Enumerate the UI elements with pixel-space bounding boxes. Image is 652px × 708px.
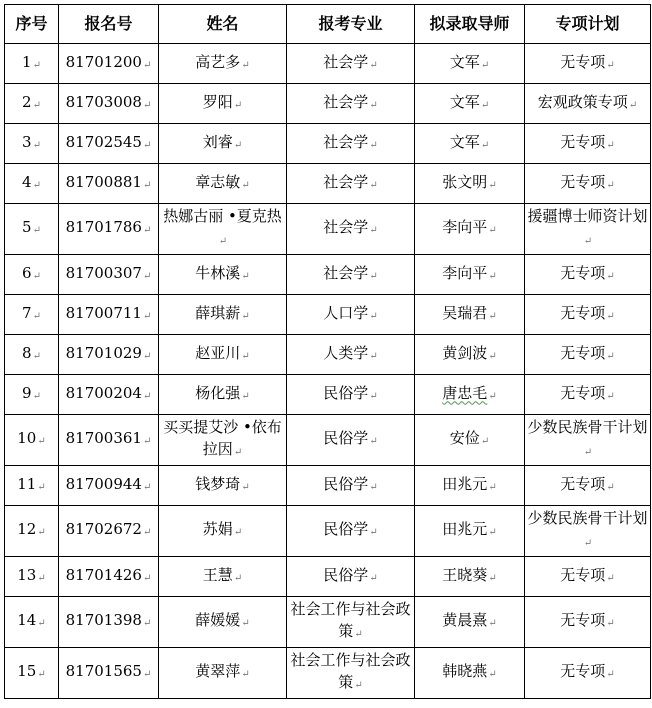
cell-seq-text: 9	[22, 383, 32, 402]
paragraph-mark-icon: ↵	[37, 669, 46, 680]
cell-reg-no	[59, 295, 159, 335]
cell-seq	[5, 44, 59, 84]
cell-reg-no-text: 81703008	[65, 92, 142, 111]
paragraph-mark-icon: ↵	[233, 99, 243, 111]
cell-name-text: 章志敏	[195, 172, 241, 191]
paragraph-mark-icon: ↵	[369, 139, 378, 151]
cell-name	[159, 415, 287, 466]
cell-name	[159, 124, 287, 164]
paragraph-mark-icon: ↵	[241, 669, 250, 680]
cell-plan	[525, 204, 651, 255]
paragraph-mark-icon: ↵	[369, 436, 378, 447]
cell-seq-text: 6	[22, 263, 32, 282]
cell-major-text: 社会学	[323, 52, 369, 71]
paragraph-mark-icon: ↵	[606, 481, 615, 493]
cell-plan-text: 无专项	[560, 662, 606, 680]
paragraph-mark-icon: ↵	[142, 481, 152, 493]
cell-major-text: 民俗学	[323, 474, 369, 493]
paragraph-mark-icon: ↵	[37, 527, 46, 538]
paragraph-mark-icon: ↵	[32, 310, 41, 322]
cell-advisor	[415, 375, 525, 415]
paragraph-mark-icon: ↵	[241, 390, 250, 402]
cell-plan-text: 无专项	[560, 611, 606, 629]
cell-reg-no-text: 81700307	[65, 263, 142, 282]
paragraph-mark-icon: ↵	[480, 99, 490, 111]
cell-major-text: 社会工作与社会政策	[290, 600, 411, 640]
cell-advisor	[415, 466, 525, 506]
cell-seq	[5, 648, 59, 699]
paragraph-mark-icon: ↵	[241, 618, 250, 629]
paragraph-mark-icon: ↵	[369, 350, 378, 362]
cell-major-text: 人类学	[323, 343, 369, 362]
paragraph-mark-icon: ↵	[606, 669, 615, 680]
paragraph-mark-icon: ↵	[241, 310, 250, 322]
paragraph-mark-icon: ↵	[369, 572, 378, 584]
paragraph-mark-icon: ↵	[606, 618, 615, 629]
cell-major-text: 社会学	[323, 132, 369, 151]
cell-name	[159, 648, 287, 699]
cell-major-text: 社会学	[323, 218, 369, 236]
paragraph-mark-icon: ↵	[488, 310, 497, 322]
cell-seq-text: 8	[22, 343, 32, 362]
cell-reg-no	[59, 164, 159, 204]
cell-name-text: 苏娟	[202, 520, 233, 538]
cell-seq-text: 5	[22, 218, 32, 236]
cell-name-text: 黄翠萍	[195, 662, 241, 680]
cell-name-text: 杨化强	[195, 383, 241, 402]
cell-advisor	[415, 415, 525, 466]
cell-seq	[5, 204, 59, 255]
paragraph-mark-icon: ↵	[354, 680, 363, 691]
cell-plan-text: 无专项	[560, 303, 606, 322]
cell-major-text: 社会学	[323, 263, 369, 282]
cell-plan	[525, 255, 651, 295]
paragraph-mark-icon: ↵	[354, 629, 363, 640]
cell-reg-no-text: 81700711	[65, 303, 142, 322]
cell-seq	[5, 506, 59, 557]
cell-name	[159, 466, 287, 506]
table-row	[5, 295, 651, 335]
cell-advisor	[415, 506, 525, 557]
cell-seq-text: 13	[17, 565, 37, 584]
paragraph-mark-icon: ↵	[369, 99, 378, 111]
cell-seq	[5, 597, 59, 648]
cell-reg-no	[59, 84, 159, 124]
cell-reg-no	[59, 557, 159, 597]
cell-seq	[5, 255, 59, 295]
table-row	[5, 124, 651, 164]
paragraph-mark-icon: ↵	[37, 618, 46, 629]
paragraph-mark-icon: ↵	[142, 270, 152, 282]
cell-plan-text: 少数民族骨干计划	[527, 509, 648, 527]
cell-reg-no-text: 81701786	[65, 218, 142, 236]
cell-seq-text: 15	[17, 662, 37, 680]
cell-major	[287, 124, 415, 164]
paragraph-mark-icon: ↵	[218, 236, 228, 247]
cell-plan	[525, 164, 651, 204]
cell-seq-text: 10	[17, 429, 37, 447]
paragraph-mark-icon: ↵	[32, 179, 41, 191]
paragraph-mark-icon: ↵	[480, 59, 490, 71]
cell-major	[287, 506, 415, 557]
cell-seq	[5, 335, 59, 375]
cell-reg-no-text: 81700944	[65, 474, 142, 493]
paragraph-mark-icon: ↵	[241, 270, 250, 282]
table-row	[5, 335, 651, 375]
cell-plan	[525, 597, 651, 648]
paragraph-mark-icon: ↵	[142, 139, 152, 151]
cell-reg-no	[59, 335, 159, 375]
paragraph-mark-icon: ↵	[241, 481, 250, 493]
cell-plan	[525, 648, 651, 699]
paragraph-mark-icon: ↵	[241, 179, 250, 191]
paragraph-mark-icon: ↵	[32, 99, 41, 111]
cell-advisor	[415, 124, 525, 164]
cell-reg-no-text: 81702672	[65, 520, 142, 538]
cell-plan-text: 无专项	[560, 343, 606, 362]
paragraph-mark-icon: ↵	[32, 59, 41, 71]
paragraph-mark-icon: ↵	[142, 390, 152, 402]
cell-name	[159, 335, 287, 375]
paragraph-mark-icon: ↵	[488, 527, 497, 538]
cell-plan	[525, 335, 651, 375]
cell-plan-text: 无专项	[560, 172, 606, 191]
paragraph-mark-icon: ↵	[32, 270, 41, 282]
cell-name	[159, 375, 287, 415]
cell-seq-text: 11	[17, 474, 37, 493]
cell-reg-no-text: 81701029	[65, 343, 142, 362]
cell-advisor-text: 文军	[449, 92, 480, 111]
cell-advisor	[415, 597, 525, 648]
cell-reg-no	[59, 415, 159, 466]
paragraph-mark-icon: ↵	[606, 179, 615, 191]
paragraph-mark-icon: ↵	[142, 99, 152, 111]
paragraph-mark-icon: ↵	[606, 139, 615, 151]
cell-seq-text: 7	[22, 303, 32, 322]
cell-name	[159, 164, 287, 204]
paragraph-mark-icon: ↵	[583, 236, 593, 247]
paragraph-mark-icon: ↵	[606, 270, 615, 282]
paragraph-mark-icon: ↵	[233, 139, 243, 151]
paragraph-mark-icon: ↵	[241, 59, 250, 71]
table-row	[5, 255, 651, 295]
cell-name-text: 钱梦琦	[195, 474, 241, 493]
cell-major	[287, 375, 415, 415]
cell-plan	[525, 84, 651, 124]
paragraph-mark-icon: ↵	[583, 538, 593, 549]
cell-reg-no	[59, 466, 159, 506]
cell-plan-text: 无专项	[560, 132, 606, 151]
cell-plan	[525, 466, 651, 506]
cell-name	[159, 506, 287, 557]
paragraph-mark-icon: ↵	[488, 481, 497, 493]
paragraph-mark-icon: ↵	[606, 390, 615, 402]
cell-plan-text: 无专项	[560, 383, 606, 402]
cell-reg-no-text: 81701565	[65, 662, 142, 680]
cell-reg-no	[59, 44, 159, 84]
cell-name-text: 王慧	[202, 565, 233, 584]
cell-name-text: 薛琪薪	[195, 303, 241, 322]
cell-name-text: 薛媛媛	[195, 611, 241, 629]
paragraph-mark-icon: ↵	[37, 436, 46, 447]
cell-name	[159, 295, 287, 335]
cell-reg-no-text: 81701398	[65, 611, 142, 629]
cell-major	[287, 648, 415, 699]
cell-plan-text: 无专项	[560, 263, 606, 282]
cell-plan	[525, 415, 651, 466]
cell-name-text: 高艺多	[195, 52, 241, 71]
cell-plan	[525, 295, 651, 335]
cell-advisor	[415, 164, 525, 204]
cell-seq	[5, 124, 59, 164]
cell-plan-text: 少数民族骨干计划	[527, 418, 648, 436]
cell-reg-no-text: 81700881	[65, 172, 142, 191]
cell-plan-text: 无专项	[560, 474, 606, 493]
paragraph-mark-icon: ↵	[628, 99, 638, 111]
paragraph-mark-icon: ↵	[369, 481, 378, 493]
table-row	[5, 648, 651, 699]
paragraph-mark-icon: ↵	[369, 179, 378, 191]
cell-advisor-text: 文军	[449, 52, 480, 71]
cell-reg-no	[59, 204, 159, 255]
paragraph-mark-icon: ↵	[583, 447, 593, 458]
paragraph-mark-icon: ↵	[142, 572, 152, 584]
paragraph-mark-icon: ↵	[142, 436, 152, 447]
cell-major-text: 民俗学	[323, 565, 369, 584]
cell-advisor-text: 黄剑波	[442, 343, 488, 362]
cell-advisor	[415, 295, 525, 335]
cell-major	[287, 204, 415, 255]
cell-seq-text: 12	[17, 520, 37, 538]
cell-seq	[5, 466, 59, 506]
cell-reg-no	[59, 597, 159, 648]
cell-advisor-text: 李向平	[442, 263, 488, 282]
cell-major-text: 民俗学	[323, 383, 369, 402]
cell-major	[287, 164, 415, 204]
cell-major-text: 民俗学	[323, 520, 369, 538]
cell-name	[159, 204, 287, 255]
cell-advisor-text: 田兆元	[442, 474, 488, 493]
table-row	[5, 164, 651, 204]
cell-reg-no	[59, 255, 159, 295]
paragraph-mark-icon: ↵	[369, 390, 378, 402]
paragraph-mark-icon: ↵	[488, 572, 497, 584]
table-row	[5, 415, 651, 466]
cell-advisor	[415, 204, 525, 255]
cell-seq-text: 2	[22, 92, 32, 111]
cell-advisor-text: 韩晓燕	[442, 662, 488, 680]
cell-name	[159, 597, 287, 648]
paragraph-mark-icon: ↵	[142, 618, 152, 629]
paragraph-mark-icon: ↵	[606, 572, 615, 584]
cell-advisor-text: 吴瑞君	[442, 303, 488, 322]
cell-reg-no-text: 81700204	[65, 383, 142, 402]
paragraph-mark-icon: ↵	[369, 225, 378, 236]
paragraph-mark-icon: ↵	[488, 270, 497, 282]
table-row	[5, 375, 651, 415]
cell-name-text: 热娜古丽 •夏克热	[163, 207, 282, 225]
cell-name	[159, 84, 287, 124]
header-seq: 序号	[5, 5, 59, 44]
cell-reg-no	[59, 648, 159, 699]
cell-seq	[5, 375, 59, 415]
cell-major	[287, 597, 415, 648]
paragraph-mark-icon: ↵	[488, 618, 497, 629]
cell-name-text: 刘睿	[202, 132, 233, 151]
cell-plan-text: 无专项	[560, 565, 606, 584]
paragraph-mark-icon: ↵	[369, 310, 378, 322]
cell-advisor-text: 李向平	[442, 218, 488, 236]
cell-name	[159, 557, 287, 597]
paragraph-mark-icon: ↵	[142, 179, 152, 191]
header-row	[5, 5, 651, 44]
cell-major-text: 社会学	[323, 172, 369, 191]
header-name: 姓名	[159, 5, 287, 44]
header-major: 报考专业	[287, 5, 415, 44]
cell-seq	[5, 557, 59, 597]
cell-advisor	[415, 335, 525, 375]
cell-plan	[525, 557, 651, 597]
paragraph-mark-icon: ↵	[142, 350, 152, 362]
paragraph-mark-icon: ↵	[369, 59, 378, 71]
cell-seq-text: 14	[17, 611, 37, 629]
header-advisor: 拟录取导师	[415, 5, 525, 44]
cell-advisor-text: 张文明	[442, 172, 488, 191]
paragraph-mark-icon: ↵	[142, 59, 152, 71]
cell-reg-no-text: 81701426	[65, 565, 142, 584]
paragraph-mark-icon: ↵	[488, 390, 497, 402]
cell-reg-no-text: 81701200	[65, 52, 142, 71]
cell-reg-no	[59, 375, 159, 415]
table-row	[5, 84, 651, 124]
paragraph-mark-icon: ↵	[488, 179, 497, 191]
paragraph-mark-icon: ↵	[369, 270, 378, 282]
cell-advisor-text: 文军	[449, 132, 480, 151]
cell-reg-no-text: 81700361	[65, 429, 142, 447]
cell-seq	[5, 164, 59, 204]
cell-seq	[5, 84, 59, 124]
paragraph-mark-icon: ↵	[233, 527, 243, 538]
cell-major	[287, 44, 415, 84]
paragraph-mark-icon: ↵	[32, 139, 41, 151]
cell-seq-text: 3	[22, 132, 32, 151]
cell-advisor-text: 黄晨熹	[442, 611, 488, 629]
paragraph-mark-icon: ↵	[233, 572, 243, 584]
paragraph-mark-icon: ↵	[606, 59, 615, 71]
header-plan: 专项计划	[525, 5, 651, 44]
cell-major	[287, 335, 415, 375]
paragraph-mark-icon: ↵	[606, 310, 615, 322]
paragraph-mark-icon: ↵	[480, 139, 490, 151]
table-row	[5, 597, 651, 648]
cell-advisor-text: 田兆元	[442, 520, 488, 538]
cell-reg-no	[59, 506, 159, 557]
admission-table	[4, 4, 651, 699]
table-row	[5, 557, 651, 597]
paragraph-mark-icon: ↵	[480, 436, 490, 447]
cell-plan-text: 援疆博士师资计划	[527, 207, 648, 225]
paragraph-mark-icon: ↵	[233, 447, 243, 458]
paragraph-mark-icon: ↵	[369, 527, 378, 538]
cell-reg-no-text: 81702545	[65, 132, 142, 151]
cell-reg-no	[59, 124, 159, 164]
cell-plan-text: 无专项	[560, 52, 606, 71]
cell-plan	[525, 506, 651, 557]
table-row	[5, 204, 651, 255]
cell-name-text: 牛林溪	[195, 263, 241, 282]
cell-advisor	[415, 84, 525, 124]
paragraph-mark-icon: ↵	[142, 527, 152, 538]
cell-plan	[525, 375, 651, 415]
cell-plan	[525, 44, 651, 84]
paragraph-mark-icon: ↵	[32, 390, 41, 402]
cell-major	[287, 415, 415, 466]
paragraph-mark-icon: ↵	[606, 350, 615, 362]
cell-major-text: 社会工作与社会政策	[290, 651, 411, 691]
paragraph-mark-icon: ↵	[488, 350, 497, 362]
table-row	[5, 506, 651, 557]
cell-name	[159, 44, 287, 84]
cell-major	[287, 295, 415, 335]
paragraph-mark-icon: ↵	[32, 350, 41, 362]
table-row	[5, 466, 651, 506]
cell-major-text: 社会学	[323, 92, 369, 111]
cell-plan	[525, 124, 651, 164]
cell-advisor-text: 唐忠毛	[442, 383, 488, 402]
cell-major	[287, 466, 415, 506]
paragraph-mark-icon: ↵	[241, 350, 250, 362]
cell-advisor	[415, 44, 525, 84]
cell-name-text: 罗阳	[202, 92, 233, 111]
cell-name-text: 赵亚川	[195, 343, 241, 362]
cell-major	[287, 255, 415, 295]
cell-seq	[5, 295, 59, 335]
paragraph-mark-icon: ↵	[37, 572, 46, 584]
cell-seq-text: 4	[22, 172, 32, 191]
paragraph-mark-icon: ↵	[32, 225, 41, 236]
cell-major	[287, 84, 415, 124]
cell-advisor-text: 王晓葵	[442, 565, 488, 584]
paragraph-mark-icon: ↵	[142, 225, 152, 236]
paragraph-mark-icon: ↵	[37, 481, 46, 493]
cell-major	[287, 557, 415, 597]
cell-major-text: 人口学	[323, 303, 369, 322]
cell-plan-text: 宏观政策专项	[537, 92, 628, 111]
cell-seq	[5, 415, 59, 466]
cell-advisor	[415, 255, 525, 295]
cell-seq-text: 1	[22, 52, 32, 71]
paragraph-mark-icon: ↵	[488, 225, 497, 236]
cell-advisor-text: 安俭	[449, 429, 480, 447]
cell-name-text: 买买提艾沙 •依布拉因	[163, 418, 282, 458]
cell-advisor	[415, 557, 525, 597]
paragraph-mark-icon: ↵	[142, 669, 152, 680]
table-row	[5, 44, 651, 84]
cell-name	[159, 255, 287, 295]
cell-advisor	[415, 648, 525, 699]
cell-major-text: 民俗学	[323, 429, 369, 447]
header-reg-no: 报名号	[59, 5, 159, 44]
paragraph-mark-icon: ↵	[488, 669, 497, 680]
paragraph-mark-icon: ↵	[142, 310, 152, 322]
